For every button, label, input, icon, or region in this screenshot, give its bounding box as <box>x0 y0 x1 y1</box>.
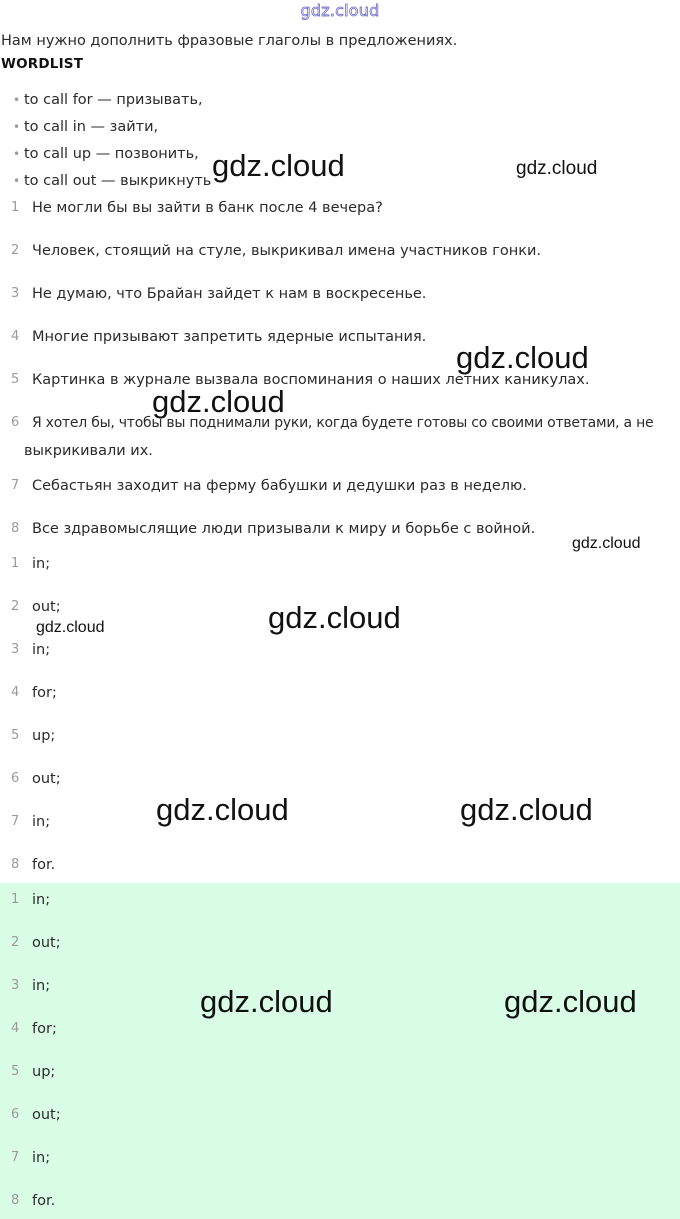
watermark: gdz.cloud <box>200 984 333 1019</box>
item-number: 5 <box>11 1064 20 1079</box>
header-logo[interactable]: gdz.cloud <box>300 1 380 20</box>
item-number: 5 <box>11 728 20 743</box>
sentence-text: выкрикивали их. <box>24 443 153 459</box>
sentence-text: Я хотел бы, чтобы вы поднимали руки, когда будете готовы со своими ответами, а не <box>32 415 654 431</box>
wordlist-item: • to call up — позвонить, <box>13 146 199 162</box>
answer-text: for; <box>32 685 57 701</box>
item-number: 7 <box>11 478 20 493</box>
sentence-text: Все здравомыслящие люди призывали к миру и борьбе с войной. <box>32 521 536 537</box>
item-number: 2 <box>11 243 20 258</box>
item-number: 3 <box>11 642 20 657</box>
item-number: 3 <box>11 978 20 993</box>
item-number: 4 <box>11 329 20 344</box>
watermark: gdz.cloud <box>212 148 345 183</box>
item-number: 8 <box>11 521 20 536</box>
sentence-text: Себастьян заходит на ферму бабушки и дедушки раз в неделю. <box>32 478 527 494</box>
item-number: 5 <box>11 372 20 387</box>
watermark: gdz.cloud <box>504 984 637 1019</box>
sentence-text: Не думаю, что Брайан зайдет к нам в воскресенье. <box>32 286 427 302</box>
sentence-text: Не могли бы вы зайти в банк после 4 вечера? <box>32 200 383 216</box>
answer-text: in; <box>32 642 51 658</box>
sentence-text: Картинка в журнале вызвала воспоминания о наших летних каникулах. <box>32 372 590 388</box>
item-number: 2 <box>11 599 20 614</box>
answer-text: for. <box>32 1193 56 1209</box>
answer-text: out; <box>32 935 61 951</box>
watermark: gdz.cloud <box>456 340 589 375</box>
answer-text: out; <box>32 771 61 787</box>
answer-text: in; <box>32 892 51 908</box>
bullet-icon: • <box>13 120 21 134</box>
answer-text: in; <box>32 814 51 830</box>
answer-text: out; <box>32 599 61 615</box>
item-number: 8 <box>11 857 20 872</box>
answer-text: in; <box>32 978 51 994</box>
item-number: 2 <box>11 935 20 950</box>
answer-text: in; <box>32 1150 51 1166</box>
wordlist-item: • to call in — зайти, <box>13 119 159 135</box>
wordlist-title: WORDLIST <box>1 56 84 72</box>
answer-text: in; <box>32 556 51 572</box>
item-number: 7 <box>11 814 20 829</box>
item-number: 4 <box>11 1021 20 1036</box>
watermark: gdz.cloud <box>36 619 105 636</box>
item-number: 3 <box>11 286 20 301</box>
item-number: 6 <box>11 771 20 786</box>
intro-text: Нам нужно дополнить фразовые глаголы в предложениях. <box>1 33 458 49</box>
answer-text: up; <box>32 1064 56 1080</box>
item-number: 1 <box>11 200 20 215</box>
item-number: 7 <box>11 1150 20 1165</box>
item-number: 4 <box>11 685 20 700</box>
wordlist-item: • to call out — выкрикнуть <box>13 173 212 189</box>
watermark: gdz.cloud <box>156 792 289 827</box>
item-number: 1 <box>11 892 20 907</box>
answer-text: out; <box>32 1107 61 1123</box>
answer-text: for. <box>32 857 56 873</box>
watermark: gdz.cloud <box>460 792 593 827</box>
bullet-icon: • <box>13 174 21 188</box>
bullet-icon: • <box>13 147 21 161</box>
sentence-text: Многие призывают запретить ядерные испытания. <box>32 329 427 345</box>
watermark: gdz.cloud <box>152 384 285 419</box>
sentence-text: Человек, стоящий на стуле, выкрикивал имена участников гонки. <box>32 243 541 259</box>
item-number: 6 <box>11 415 20 430</box>
watermark: gdz.cloud <box>268 600 401 635</box>
answer-text: up; <box>32 728 56 744</box>
watermark: gdz.cloud <box>572 535 641 552</box>
watermark: gdz.cloud <box>516 158 598 179</box>
item-number: 1 <box>11 556 20 571</box>
item-number: 8 <box>11 1193 20 1208</box>
wordlist-item: • to call for — призывать, <box>13 92 203 108</box>
answer-text: for; <box>32 1021 57 1037</box>
highlighted-answers-block <box>0 883 680 1219</box>
bullet-icon: • <box>13 93 21 107</box>
item-number: 6 <box>11 1107 20 1122</box>
